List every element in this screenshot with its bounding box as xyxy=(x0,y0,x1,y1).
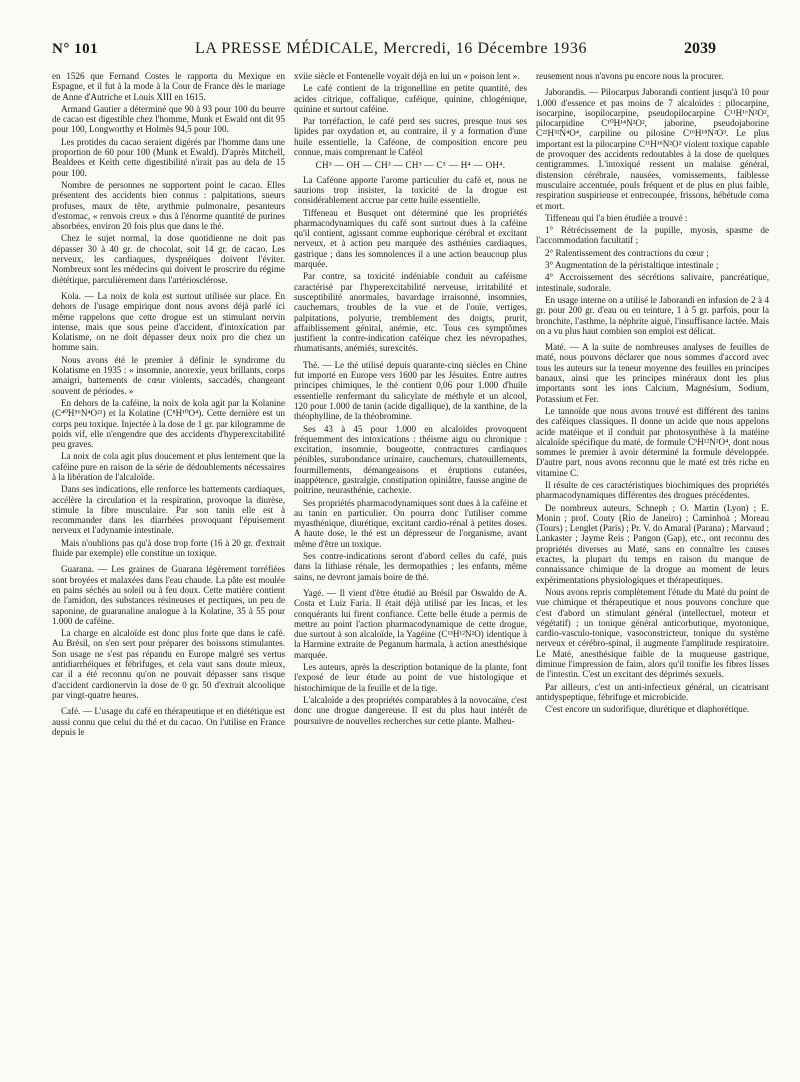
paragraph: Le tannoïde que nous avons trouvé est différent des tanins des caféiques classiques. Il donne un acide que nous appelons acide matéique et il conduit par photosynthèse à la matéine alcaloïde spécifique du maté, de formule C⁹H¹²N²O⁴, dont nous sommes le premier à avoir déterminé la formule développée. D'autre part, nous avons reconnu que le maté est très riche en vitamine C. xyxy=(536,405,769,478)
journal-name: LA PRESSE MÉDICALE, xyxy=(195,40,379,57)
paragraph: Par contre, sa toxicité indéniable conduit au caféisme caractérisé par l'hyperexcitabilité nerveuse, irritabilité et susceptibilité anormales, bavardage irraisonné, insomnies, cauchemars, troubles de la vue et de l'ouïe, vertiges, palpitations, polyurie, tremblement des doigts, prurit, affaiblissement génital, anémie, etc. Tous ces symptômes justifient la contre-indication caféique chez les névropathes, rhumatisants, anémiés, surexcités. xyxy=(294,271,527,354)
paragraph: Par ailleurs, c'est un anti-infectieux général, un cicatrisant antidyspeptique, fébrifuge et microbicide. xyxy=(536,681,769,702)
paragraph: Les auteurs, après la description botanique de la plante, font l'exposé de leur étude au point de vue histologique et histochimique de la feuille et de la tige. xyxy=(294,662,527,693)
paragraph: La charge en alcaloïde est donc plus forte que dans le café. Au Brésil, on s'en sert pour préparer des boissons stimulantes. Son usage ne s'est pas répandu en Europe malgré ses vertus antidiarrhéiques et fébrifuges, et cela vaut sans doute mieux, car il a été reconnu qu'on ne pouvait dépasser sans risque d'accident cardionervin la dose de 0 gr. 50 d'extrait alcoolique par vingt-quatre heures. xyxy=(52,628,285,700)
column-1 xyxy=(52,71,285,1071)
paragraph: En usage interne on a utilisé le Jaborandi en infusion de 2 à 4 gr. pour 200 gr. d'eau ou en teinture, 1 à 5 gr. parfois, pour la bronchite, l'asthme, la néphrite aiguë, l'insuffisance lactée. Mais on a vu plus haut combien son emploi est délicat. xyxy=(536,294,769,336)
section-cafe: Café. — L'usage du café en thérapeutique et en diététique est aussi connu que celui du thé et du cacao. On l'utilise en France depuis le xyxy=(52,706,285,737)
paragraph: Nombre de personnes ne supportent point le cacao. Elles présentent des accidents bien connus : palpitations, sueurs profuses, maux de tête, arythmie pulmonaire, pesanteurs d'estomac, « renvois creux » dus à l'énorme quantité de purines absorbées, environ 20 fois plus que dans le thé. xyxy=(52,179,285,232)
column-2 xyxy=(294,71,527,1071)
page-number: 2039 xyxy=(684,40,716,57)
list-item: 3° Augmentation de la péristaltique intestinale ; xyxy=(545,260,719,271)
paragraph: De nombreux auteurs, Schneph ; O. Martin (Lyon) ; E. Monin ; prof. Couty (Rio de Janeiro) ; Caminhoà ; Moreau (Tours) ; Lenglet (Paris) ; Pr. V. do Amaral (Parana) ; Marvaud ; Lankaster ; Jayme Reis ; Pangon (Gap), etc., ont reconnu des propriétés diverses au Maté, sans en connaître les causes exactes, la plupart du temps en raison du manque de connaissance chimique de la drogue au moment de leurs expérimentations physiologiques et thérapeutiques. xyxy=(536,502,769,585)
paragraph: Ses 43 à 45 pour 1.000 en alcaloïdes provoquent fréquemment des intoxications : théisme aigu ou chronique : excitation, insomnie, bougeotte, contractures cardiaques pénibles, surabondance urinaire, cauchemars, chatouillements, fourmillements, démangeaisons et éruptions cutanées, inappétence, gastralgie, constipation opiniâtre, fausse angine de poitrine, neurasthénie, cachexie. xyxy=(294,423,527,496)
paragraph: Armand Gautier a déterminé que 90 à 93 pour 100 du beurre de cacao est digestible chez l'homme, Munk et Ewald ont dit 95 pour 100, Longworthy et Holmès 94,5 pour 100. xyxy=(52,103,285,135)
paragraph: reusement nous n'avons pu encore nous la procurer. xyxy=(536,71,724,81)
issue-number: N° 101 xyxy=(52,41,99,57)
paragraph: C'est encore un sudorifique, diurétique et diaphorétique. xyxy=(545,704,750,715)
section-yage: Yagé. — Il vient d'être étudié au Brésil par Oswaldo de A. Costa et Luiz Faria. Il était déjà utilisé par les Incas, et les conquérants lui firent confiance. Cette belle étude a permis de mettre au point l'action pharmacodynamique de cette drogue, due surtout à son alcaloïde, la Yagéine (C¹³H¹²N²O) identique à la Harmine extraite de Peganum harmala, à action anesthésique marquée. xyxy=(294,587,527,660)
paragraph: en 1526 que Fernand Costes le rapporta du Mexique en Espagne, et il fut à la mode à la Cour de France dès le mariage de Anne d'Autriche et Louis XIII en 1615. xyxy=(52,71,285,102)
paragraph: Les protides du cacao seraient digérés par l'homme dans une proportion de 60 pour 100 (Munk et Ewald). D'après Mitchell, Bealdees et Keith cette digestibilité n'irait pas au dela de 15 pour 100. xyxy=(52,136,285,178)
list-item: 1° Rétrécissement de la pupille, myosis, spasme de l'accommodation facultatif ; xyxy=(536,225,769,246)
chemical-formula: CH³ — OH — CH³ — CH³ — C⁵ — H⁴ — OH⁴. xyxy=(315,160,506,171)
paragraph: Tiffeneau et Busquet ont déterminé que les propriétés pharmacodynamiques du café sont surtout dues à la caféine qu'il contient, agissant comme euphorique cérébral et excitant nerveux, et à action peu marquée des asthénies cardiaques, gastrique ; dans les somnolences il a une action beaucoup plus marquée. xyxy=(294,207,527,270)
paragraph: Le café contient de la trigonelline en petite quantité, des acides citrique, coffalique, caféique, quinine, chlogénique, quinine et surtout caféine. xyxy=(294,83,527,114)
paragraph: La Caféone apporte l'arome particulier du café et, nous ne saurions trop insister, la toxicité de la drogue est considérablement accrue par cette huile essentielle. xyxy=(294,174,527,206)
paragraph: Nous avons repris complètement l'étude du Maté du point de vue chimique et thérapeutique et nous pouvons conclure que c'est d'abord un stimulant général (intellectuel, moteur et végétatif) ; un tonique général anticorbutique, myotonique, cardio-vasculo-tonique, vasoconstricteur, tonique du système nerveux et cérébro-spinal, il augmente l'amplitude respiratoire. Le Maté, anesthésique faible de la muqueuse gastrique, diminue l'impression de faim, alors qu'il tonifie les fibres lisses de l'intestin. C'est un excitant des déprimés sexuels. xyxy=(536,586,769,680)
section-kola: Kola. — La noix de kola est surtout utilisée sur place. En dehors de l'usage empirique dont nous avons déjà parlé ici même rappelons que cette drogue est un stimulant nervin intense, mais que sous peine d'accident, d'intoxication par Kolatisme, on ne doit dépasser deux noix pro die chez un homme sain. xyxy=(52,290,285,353)
section-mate: Maté. — A la suite de nombreuses analyses de feuilles de maté, nous pouvons déclarer que nous sommes d'accord avec tous les auteurs sur la teneur moyenne des feuilles en principes banaux, ainsi que les principes minéraux dont les plus importants sont les ions Calcium, Magnésium, Sodium, Potassium et Fer. xyxy=(536,342,769,404)
section-the: Thé. — Le thé utilisé depuis quarante-cinq siècles en Chine fut importé en Europe vers 1600 par les Jésuites. Entre autres principes chimiques, le thé contient 0,06 pour 1.000 d'huile essentielle renfermant du salicylate de méthyle et un alcool, 120 pour 1.000 de tanin (acide digallique), de la xanthine, de la théophylline, de la théobromine. xyxy=(294,359,527,422)
journal-title xyxy=(195,40,587,58)
paragraph: Par torréfaction, le café perd ses sucres, presque tous ses lipides par oxydation et, au contraire, il y a formation d'une huile essentielle, la Caféone, de composition encore peu connue, mais comprenant le Caféol xyxy=(294,116,527,158)
paragraph: Tiffeneau qui l'a bien étudiée a trouvé : xyxy=(545,212,688,223)
paragraph: En dehors de la caféine, la noix de kola agit par la Kolanine (C⁴⁰H⁵⁶N⁴O²¹) et la Kolatine (C⁸H¹⁰O⁴). Cette dernière est un corps peu toxique. Injectée à la dose de 1 gr. par kilogramme de poids vif, elle n'engendre que des accidents d'hyperexcitabilité peu graves. xyxy=(52,397,285,450)
paragraph: Mais n'oublions pas qu'à dose trop forte (16 à 20 gr. d'extrait fluide par exemple) elle constitue un toxique. xyxy=(52,537,285,559)
paragraph: Ses contre-indications seront d'abord celles du café, puis dans la lithiase rénale, les dermopathies ; les enfants, même sains, ne devront jamais boire de thé. xyxy=(294,551,527,582)
paragraph: Ses propriétés pharmacodynamiques sont dues à la caféine et au tanin en particulier. On pourra donc l'utiliser comme myasthénique, diurétique, excitant cardio-rénal à petites doses. A haute dose, le thé est un dépresseur de l'organisme, avant même d'être un toxique. xyxy=(294,497,527,549)
section-guarana: Guarana. — Les graines de Guarana légèrement torréfiées sont broyées et malaxées dans l'eau chaude. La pâte est moulée en pains séchés au soleil ou à feu doux. Cette matière contient de l'amidon, des substances résineuses et pectiques, un peu de saponine, de guaranaline analogue à la Kolatine, 35 à 55 pour 1.000 de caféine. xyxy=(52,564,285,626)
paragraph: L'alcaloïde a des propriétés comparables à la novocaïne, c'est donc une drogue dangereuse. Il est du plus haut intérêt de poursuivre de nouvelles recherches sur cette plante. Malheu- xyxy=(294,694,527,726)
paragraph: Nous avons été le premier à définir le syndrome du Kolatisme en 1935 : « insomnie, anorexie, yeux brillants, corps amaigri, battements de cœur violents, saccadés, changeant souvent de périodes. » xyxy=(52,354,285,396)
paragraph: La noix de cola agit plus doucement et plus lentement que la caféine pure en raison de la série de dédoublements nécessaires à la libération de l'alcaloïde. xyxy=(52,451,285,482)
paragraph: Chez le sujet normal, la dose quotidienne ne doit pas dépasser 30 à 40 gr. de chocolat, soit 14 gr. de cacao. Les nerveux, les cardiaques, dyspnéiques doivent l'éviter. Nombreux sont les médecins qui doivent le proscrire du régime diététique, parculièrement dans l'artériosclérose. xyxy=(52,233,285,285)
text-columns xyxy=(52,71,770,1071)
paragraph: Dans ses indications, elle renforce les battements cardiaques, accélère la circulation et la respiration, provoque la diurèse, stimule la fibre musculaire. Par son tanin elle est à recommander dans les diarrhées provoquant l'épuisement nerveux et l'adynamie intestinale. xyxy=(52,484,285,536)
page-header xyxy=(52,40,716,66)
list-item: 4° Accroissement des sécrétions salivaire, pancréatique, intestinale, sudorale. xyxy=(536,272,769,293)
list-item: 2° Ralentissement des contractions du cœur ; xyxy=(545,247,709,258)
column-3 xyxy=(536,71,769,1071)
section-jaborandis: Jaborandis. — Pilocarpus Jaborandi contient jusqu'à 10 pour 1.000 d'essence et pas moins de 7 alcaloïdes : pilocarpine, isocarpine, isopilocarpine, pseudopilocarpine C¹¹H¹⁶N²O², pilocarpidine C¹⁰H¹⁴N²O², jaborine, pseudojaborine C²²H³²N⁴O⁴, carpiline ou pilosine C¹⁶H¹⁸N²O³. Le plus important est la pilocarpine C¹¹H¹⁶N²O² violent toxique capable de provoquer des accidents redoutables à la dose de quelques centigrammes. L'intoxiqué ressent un malaise général, distension cérébrale, nausées, vomissements, faiblesse musculaire accentuée, pouls fréquent et de plus en plus faible, respiration suspirieuse et entrecoupée, frissons, hébétude coma et mort. xyxy=(536,87,769,211)
issue-date: Mercredi, 16 Décembre 1936 xyxy=(383,40,588,57)
paragraph: Il résulte de ces caractéristiques biochimiques des propriétés pharmacodynamiques différentes des drogues précédentes. xyxy=(536,479,769,501)
paragraph: xviie siècle et Fontenelle voyait déjà en lui un « poison lent ». xyxy=(294,71,520,81)
